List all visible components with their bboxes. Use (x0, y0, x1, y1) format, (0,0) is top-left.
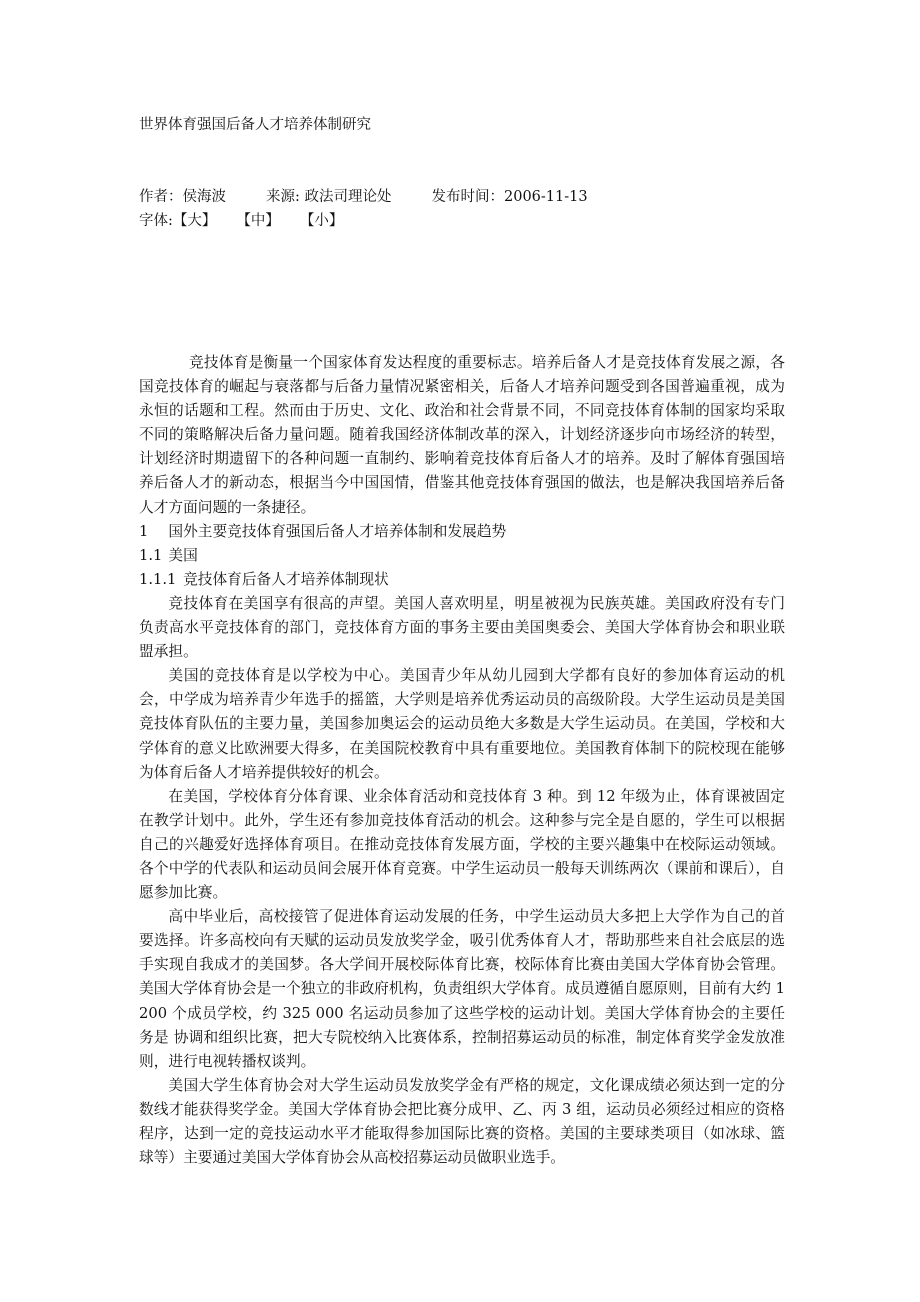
section-number: 1.1.1 (139, 570, 177, 588)
source-label: 来源: 政法司理论处 (266, 189, 392, 205)
font-size-label: 字体: (139, 213, 173, 229)
section-title: 美国 (168, 546, 198, 564)
section-heading-1 (139, 520, 785, 544)
font-size-medium-link[interactable]: 【中】 (236, 213, 280, 229)
body-paragraph: 美国的竞技体育是以学校为中心。美国青少年从幼儿园到大学都有良好的参加体育运动的机会，中学成为培养青少年选手的摇篮，大学则是培养优秀运动员的高级阶段。大学生运动员是美国竞技体育队伍的主要力量，美国参加奥运会的运动员绝大多数是大学生运动员。在美国，学校和大学体育的意义比欧洲要大得多，在美国院校教育中具有重要地位。美国教育体制下的院校现在能够为体育后备人才培养提供较好的机会。 (139, 667, 785, 781)
publish-date-label: 发布时间：2006-11-13 (431, 189, 588, 205)
section-title: 国外主要竞技体育强国后备人才培养体制和发展趋势 (168, 522, 507, 540)
body-paragraph: 高中毕业后，高校接管了促进体育运动发展的任务，中学生运动员大多把上大学作为自己的首要选择。许多高校向有天赋的运动员发放奖学金，吸引优秀体育人才，帮助那些来自社会底层的选手实现自我成才的美国梦。各大学间开展校际体育比赛，校际体育比赛由美国大学体育协会管理。美国大学体育协会是一个独立的非政府机构，负责组织大学体育。成员遵循自愿原则，目前有大约 1 200 个成员学校，约 325 000 名运动员参加了这些学校的运动计划。美国大学体育协会的主要任务是 协调和组织比赛，把大专院校纳入比赛体系，控制招募运动员的标准，制定体育奖学金发放准则，进行电视转播权谈判。 (139, 908, 785, 1070)
author-label: 作者：侯海波 (139, 189, 226, 205)
font-size-large-link[interactable]: 【大】 (172, 213, 217, 229)
font-size-small-link[interactable]: 【小】 (299, 213, 344, 229)
section-title: 竞技体育后备人才培养体制现状 (183, 570, 389, 588)
intro-paragraph: 竞技体育是衡量一个国家体育发达程度的重要标志。培养后备人才是竞技体育发展之源，各国竞技体育的崛起与衰落都与后备力量情况紧密相关，后备人才培养问题受到各国普遍重视，成为永恒的话题和工程。然而由于历史、文化、政治和社会背景不同，不同竞技体育体制的国家均采取不同的策略解决后备力量问题。随着我国经济体制改革的深入，计划经济逐步向市场经济的转型，计划经济时期遗留下的各种问题一直制约、影响着竞技体育后备人才的培养。及时了解体育强国培养后备人才的新动态，根据当今中国国情，借鉴其他竞技体育强国的做法，也是解决我国培养后备人才方面问题的一条捷径。 (139, 354, 785, 516)
section-number: 1.1 (139, 546, 163, 564)
body-paragraph: 美国大学生体育协会对大学生运动员发放奖学金有严格的规定，文化课成绩必须达到一定的分数线才能获得奖学金。美国大学体育协会把比赛分成甲、乙、丙 3 组，运动员必须经过相应的资格程序，达到一定的竞技运动水平才能取得参加国际比赛的资格。美国的主要球类项目（如冰球、篮球等）主要通过美国大学体育协会从高校招募运动员做职业选手。 (139, 1076, 785, 1167)
section-heading-1-1 (139, 544, 785, 568)
article-body (139, 351, 785, 1170)
article-title: 世界体育强国后备人才培养体制研究 (139, 117, 371, 133)
section-number: 1 (139, 522, 149, 540)
section-heading-1-1-1 (139, 568, 785, 592)
body-paragraph: 竞技体育在美国享有很高的声望。美国人喜欢明星，明星被视为民族英雄。美国政府没有专门负责高水平竞技体育的部门，竞技体育方面的事务主要由美国奥委会、美国大学体育协会和职业联盟承担。 (139, 594, 785, 661)
font-size-selector (139, 210, 363, 232)
body-paragraph: 在美国，学校体育分体育课、业余体育活动和竞技体育 3 种。到 12 年级为止，体育课被固定在教学计划中。此外，学生还有参加竞技体育活动的机会。这种参与完全是自愿的，学生可以根据自己的兴趣爱好选择体育项目。在推动竞技体育发展方面，学校的主要兴趣集中在校际运动领域。各个中学的代表队和运动员间会展开体育竞赛。中学生运动员一般每天训练两次（课前和课后），自愿参加比赛。 (139, 787, 785, 902)
article-meta (139, 185, 588, 209)
